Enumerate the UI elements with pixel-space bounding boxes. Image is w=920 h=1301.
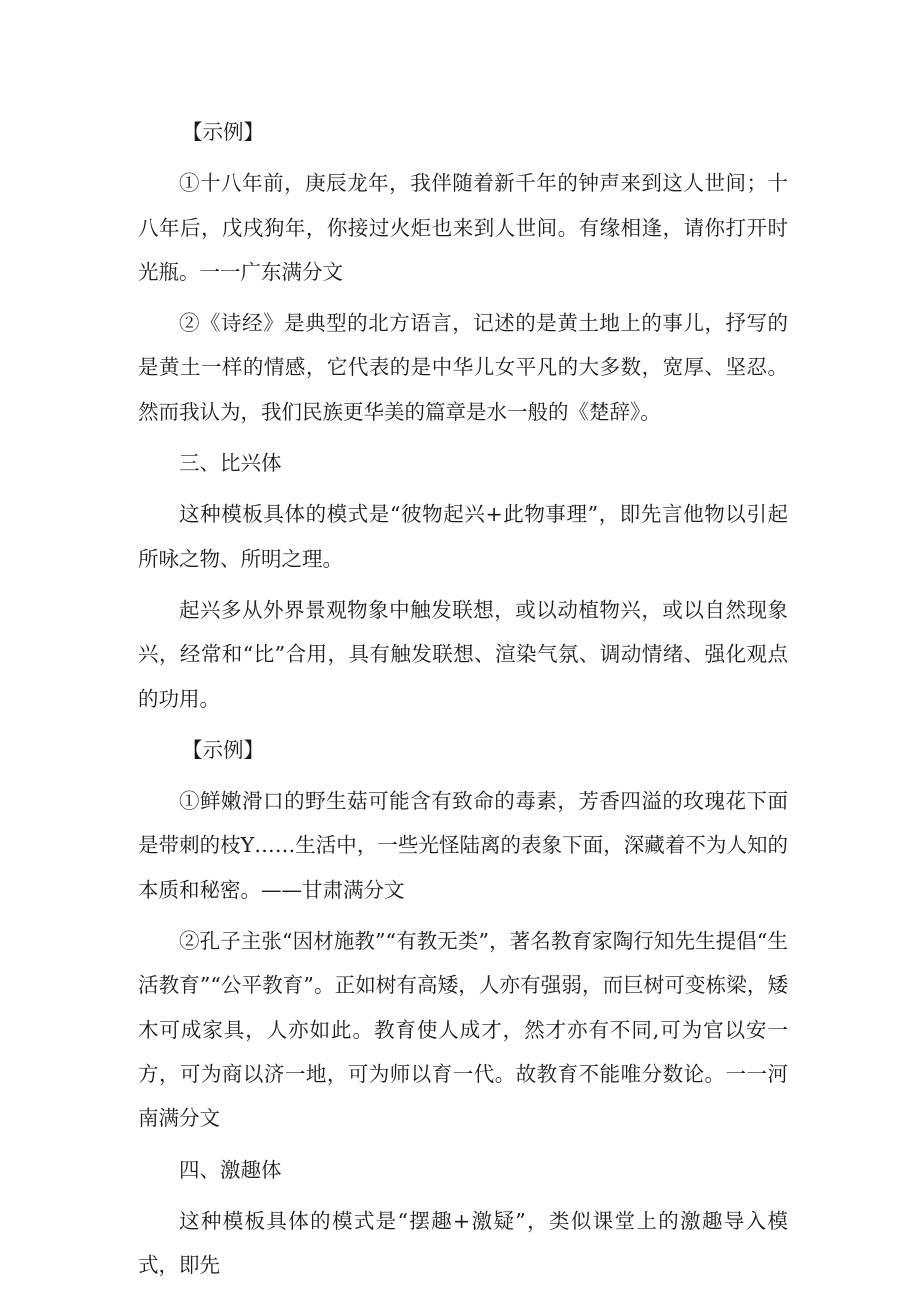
body-paragraph: 这种模板具体的模式是“摆趣+激疑”，类似课堂上的激趣导入模式，即先 [138,1208,788,1278]
example-label: 【示例】 [182,737,264,762]
example-paragraph-1: ①鲜嫩滑口的野生菇可能含有致命的毒素，芳香四溢的玫瑰花下面是带刺的枝Y……生活中，一些光怪陆离的表象下面，深藏着不为人知的本质和秘密。——甘肃满分文 [138,789,788,902]
example-paragraph-1: ①十八年前，庚辰龙年，我伴随着新千年的钟声来到这人世间；十八年后，戊戌狗年，你接过火炬也来到人世间。有缘相逢，请你打开时光瓶。一一广东满分文 [138,171,788,284]
document-body [138,110,788,1287]
example-paragraph-2: ②孔子主张“因材施教”“有教无类”，著名教育家陶行知先生提倡“生活教育”“公平教育”。正如树有高矮，人亦有强弱，而巨树可变栋梁，矮木可成家具，人亦如此。教育使人成才，然才亦有不同,可为官以安一方，可为商以济一地，可为师以育一代。故教育不能唯分数论。一一河南满分文 [138,929,788,1131]
body-paragraph: 这种模板具体的模式是“彼物起兴+此物事理”，即先言他物以引起所咏之物、所明之理。 [138,502,788,571]
body-paragraph: 起兴多从外界景观物象中触发联想，或以动植物兴，或以自然现象兴，经常和“比”合用，具有触发联想、渲染气氛、调动情绪、强化观点的功用。 [138,597,788,711]
section-heading-jiqu: 四、激趣体 [179,1157,282,1182]
example-paragraph-2: ②《诗经》是典型的北方语言，记述的是黄土地上的事儿，抒写的是黄土一样的情感，它代表的是中华儿女平凡的大多数，宽厚、坚忍。然而我认为，我们民族更华美的篇章是水一般的《楚辞》。 [138,311,788,424]
example-label: 【示例】 [182,120,264,144]
section-heading-bixing: 三、比兴体 [179,451,282,476]
